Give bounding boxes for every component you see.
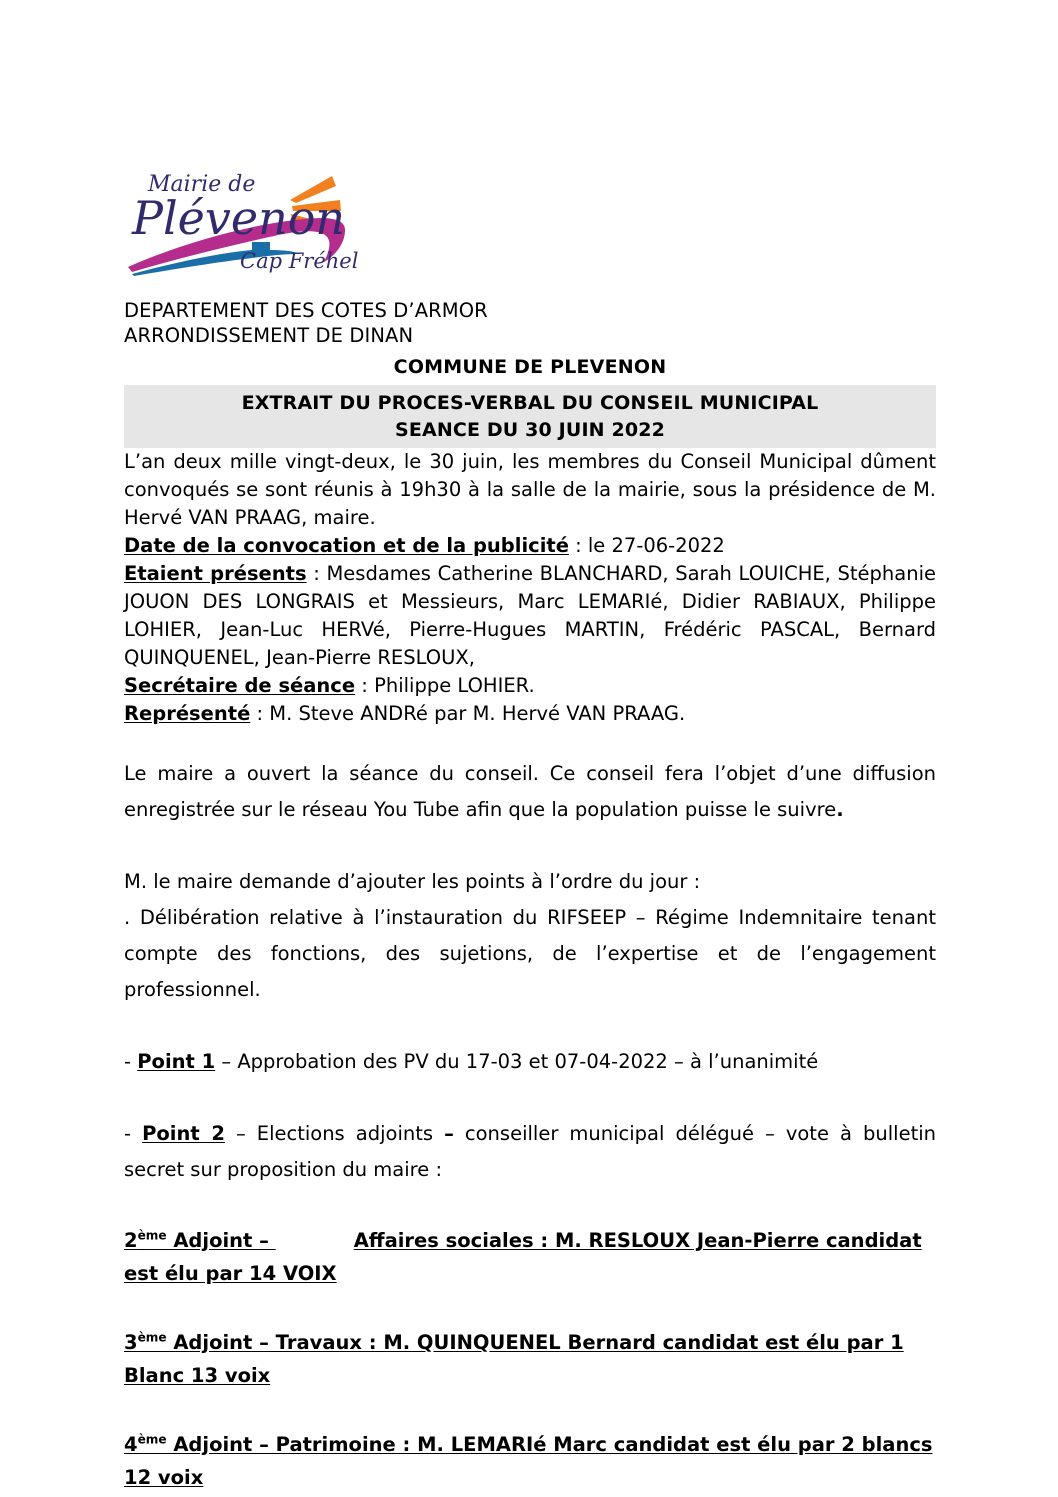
presents-value: : Mesdames Catherine BLANCHARD, Sarah LOUICHE, Stéphanie JOUON DES LONGRAIS et Messieurs, Marc LEMARIé, Didier RABIAUX, Philippe LOHIER, Jean-Luc HERVé, Pierre-Hugues MARTIN, Frédéric PASCAL, Bernard QUINQUENEL, Jean-Pierre RESLOUX, <box>124 562 937 669</box>
agenda-intro: M. le maire demande d’ajouter les points à l’ordre du jour : <box>124 870 701 893</box>
spacer <box>124 1290 936 1326</box>
youtube-paragraph <box>124 756 936 828</box>
point-1-label: Point 1 <box>137 1050 216 1073</box>
arrondissement-line: ARRONDISSEMENT DE DINAN <box>124 324 414 347</box>
point-2-text-b: conseiller municipal délégué – vote à bulletin secret sur proposition du maire : <box>124 1122 936 1181</box>
opening-paragraph: L’an deux mille vingt-deux, le 30 juin, les membres du Conseil Municipal dûment convoqués se sont réunis à 19h30 à la salle de la mairie, sous la présidence de M. Hervé VAN PRAAG, maire. <box>124 450 936 529</box>
document-content <box>124 298 936 1494</box>
point-1-text: – Approbation des PV du 17-03 et 07-04-2022 – à l’unanimité <box>215 1050 819 1073</box>
represented-line <box>124 700 936 728</box>
spacer <box>124 828 936 864</box>
spacer <box>124 728 936 756</box>
spacer <box>124 1188 936 1224</box>
point-1-prefix: - <box>124 1050 138 1073</box>
result-ordinal-number: 3 <box>124 1331 138 1354</box>
result-ordinal-suffix: ème <box>137 1228 167 1243</box>
represented-value: : M. Steve ANDRé par M. Hervé VAN PRAAG. <box>250 702 686 725</box>
result-title-after-gap: Affaires sociales : M. RESLOUX Jean-Pierre candidat est élu par 14 VOIX <box>124 1229 922 1285</box>
youtube-paragraph-text: Le maire a ouvert la séance du conseil. Ce conseil fera l’objet d’une diffusion enregistrée sur le réseau You Tube afin que la population puisse le suivre <box>124 762 936 821</box>
result-4eme-adjoint <box>124 1428 936 1494</box>
logo-graphic <box>124 158 374 276</box>
secretary-line <box>124 672 936 700</box>
convocation-value: : le 27-06-2022 <box>568 534 725 557</box>
logo-plevenon-text: Plévenon <box>132 191 346 245</box>
secretary-value: : Philippe LOHIER. <box>355 674 535 697</box>
banner-line-1: EXTRAIT DU PROCES-VERBAL DU CONSEIL MUNICIPAL <box>241 392 819 414</box>
logo-mairie-de-text: Mairie de <box>148 172 256 197</box>
represented-label: Représenté <box>124 702 251 725</box>
result-title-before-gap: Adjoint – <box>166 1229 276 1252</box>
point-2-dash: – <box>444 1122 454 1145</box>
point-2-prefix: - <box>124 1122 143 1145</box>
result-title-before-gap: Adjoint – Patrimoine : M. LEMARIé Marc candidat est élu par 2 blancs 12 voix <box>124 1433 933 1489</box>
point-2-line <box>124 1116 936 1188</box>
result-ordinal-number: 4 <box>124 1433 138 1456</box>
convocation-label: Date de la convocation et de la publicité <box>124 534 569 557</box>
point-2-text-a: – Elections adjoints <box>224 1122 445 1145</box>
banner-line-2: SEANCE DU 30 JUIN 2022 <box>395 419 665 441</box>
logo-cap-frehel-text: Cap Fréhel <box>240 249 359 273</box>
agenda-added-item: . Délibération relative à l’instauration du RIFSEEP – Régime Indemnitaire tenant compte des fonctions, des sujetions, de l’expertise et de l’engagement professionnel. <box>124 906 936 1001</box>
result-title-before-gap: Adjoint – Travaux : M. QUINQUENEL Bernard candidat est élu par 1 Blanc 13 voix <box>124 1331 904 1387</box>
department-line: DEPARTEMENT DES COTES D’ARMOR <box>124 299 488 322</box>
spacer <box>124 1008 936 1044</box>
commune-title: COMMUNE DE PLEVENON <box>393 356 667 378</box>
convocation-line <box>124 532 936 560</box>
result-ordinal-number: 2 <box>124 1229 138 1252</box>
point-1-line <box>124 1044 936 1080</box>
result-2eme-adjoint <box>124 1224 936 1290</box>
youtube-paragraph-period: . <box>836 798 844 821</box>
spacer <box>124 1392 936 1428</box>
secretary-label: Secrétaire de séance <box>124 674 356 697</box>
mairie-de-plevenon-logo <box>124 158 374 276</box>
extrait-banner <box>124 385 936 448</box>
result-ordinal-suffix: ème <box>137 1330 167 1345</box>
presents-label: Etaient présents <box>124 562 307 585</box>
result-3eme-adjoint <box>124 1326 936 1392</box>
point-2-label: Point 2 <box>142 1122 225 1145</box>
presents-line <box>124 560 936 672</box>
result-ordinal-suffix: ème <box>137 1432 167 1447</box>
spacer <box>124 1080 936 1116</box>
